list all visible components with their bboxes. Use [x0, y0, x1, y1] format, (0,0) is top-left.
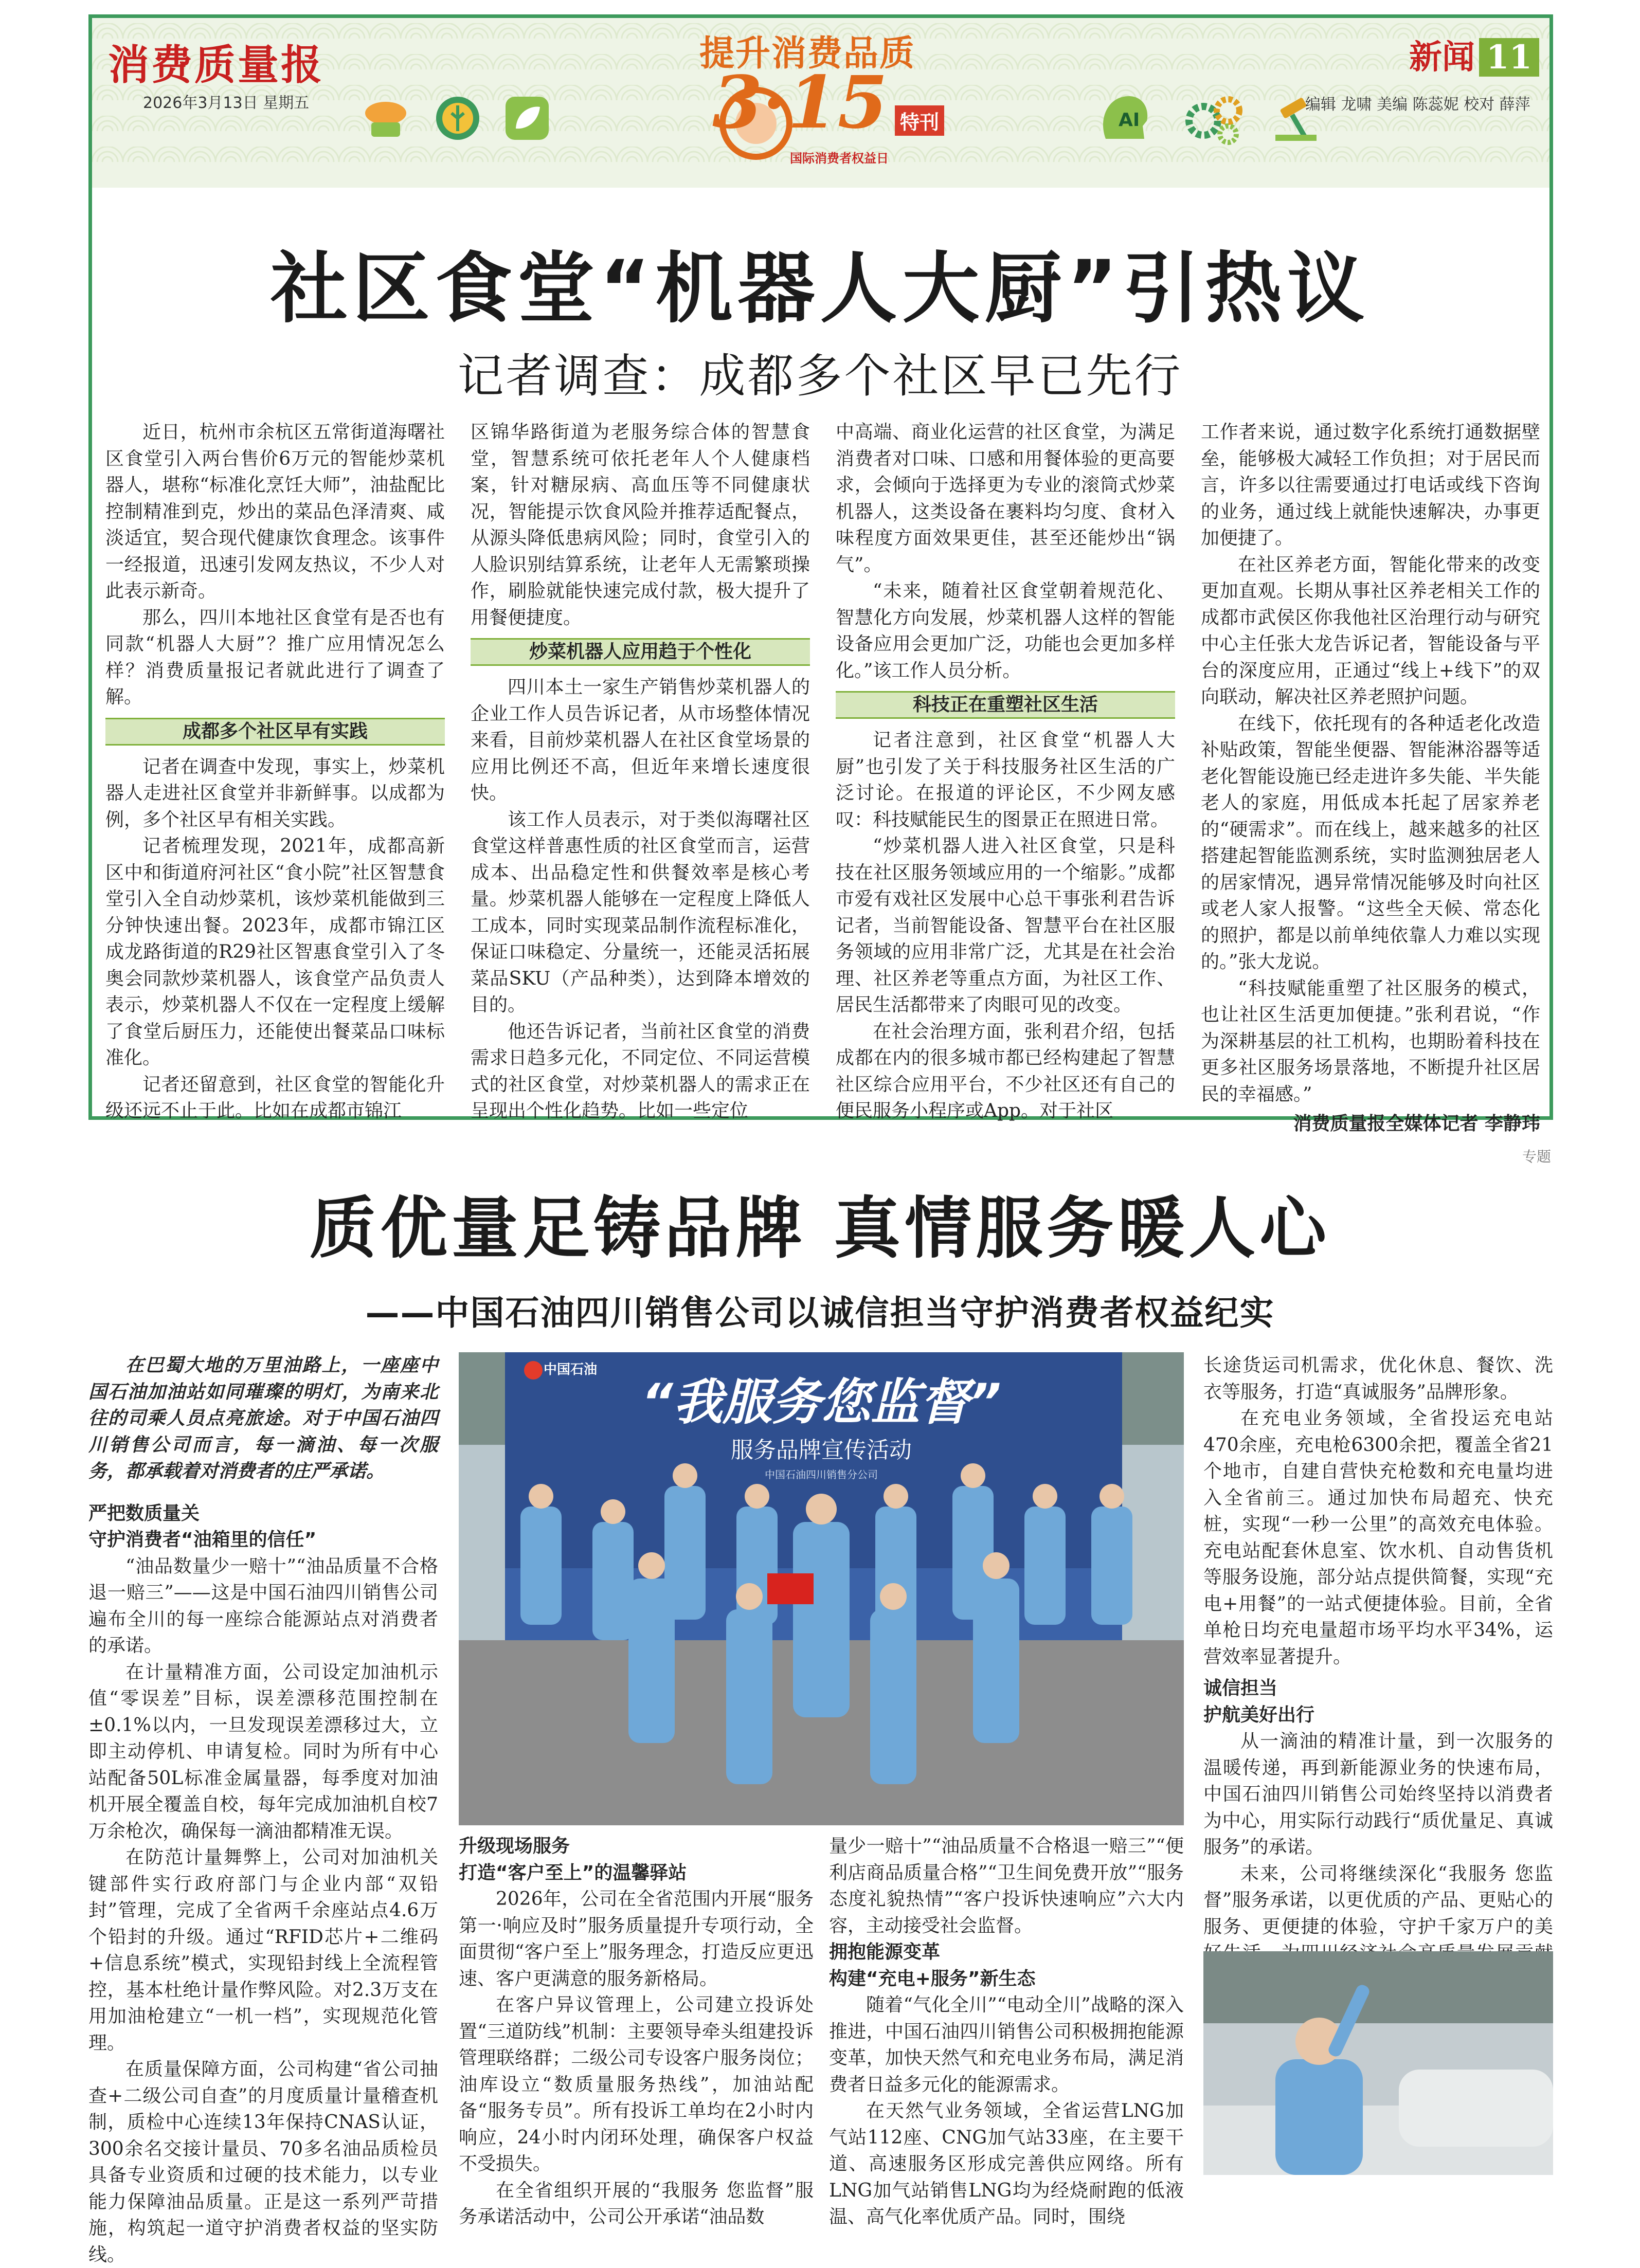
paragraph: 记者在调查中发现，事实上，炒菜机器人走进社区食堂并非新鲜事。以成都为例，多个社区早有相关实践。 [105, 756, 445, 830]
section-subhead: 拥抱能源变革 [829, 1942, 941, 1963]
grain-badge-icon [432, 93, 483, 144]
paragraph: 未来，公司将继续深化“我服务 您监督”服务承诺，以更优质的产品、更贴心的服务、更便捷的体验，守护千家万户的美 [1203, 1863, 1553, 1937]
banner-organization: 中国石油四川销售分公司 [765, 1468, 878, 1481]
theme-number: 3·15 [712, 61, 888, 145]
svg-text:AI: AI [1119, 110, 1140, 131]
paragraph: 在线下，依托现有的各种适老化改造补贴政策，智能坐便器、智能淋浴器等适老化智能设施已经走进许多失能、半失能老人的家庭，用低成本托起了居家养老的“硬需求”。而在线上，越来越多的社区搭建起智能监测系统，实时监测独居老人的居家情况，遇异常情况能够及时向社区或老人家人报警。“这些全天候、常态化的照护，都是以前单纯依靠人力难以实现的。”张大龙说。 [1201, 713, 1540, 972]
article1-column-3 [836, 419, 1175, 1124]
paragraph: 在社会治理方面，张利君介绍，包括成都在内的很多城市都已经构建起了智慧社区综合应用平台，不少社区还有自己的便民服务小程序或App。对于社区 [836, 1021, 1175, 1121]
consumer-day-label: 国际消费者权益日 [790, 151, 889, 166]
issue-date: 2026年3月13日 星期五 [143, 94, 310, 112]
paragraph: 四川本土一家生产销售炒菜机器人的企业工作人员告诉记者，从市场整体情况来看，目前炒菜机器人在社区食堂场景的应用比例还不高，但近年来增长速度很快。 [471, 677, 810, 804]
paragraph: 那么，四川本地社区食堂有是否也有同款“机器人大厨”？推广应用情况怎么样？消费质量报记者就此进行了调查了解。 [105, 607, 445, 707]
paragraph: 随着“气化全川”“电动全川”战略的深入推进，中国石油四川销售公司积极拥抱能源变革，加快天然气和充电业务布局，满足消费者日益多元化的能源需求。 [829, 1994, 1184, 2095]
paragraph: 记者梳理发现，2021年，成都高新区中和街道府河社区“食小院”社区智慧食堂引入全自动炒菜机，该炒菜机能做到三分钟快速出餐。2023年，成都市锦江区成龙路街道的R29社区智惠食堂引入了冬奥会同款炒菜机器人，该食堂产品负责人表示，炒菜机器人不仅在一定程度上缓解了食堂后厨压力，还能使出餐菜品口味标准化。 [105, 836, 445, 1068]
page-number: 11 [1479, 38, 1539, 77]
section-subhead: 打造“客户至上”的温馨驿站 [459, 1862, 687, 1883]
section-subhead: 升级现场服务 [459, 1836, 570, 1857]
banner-subtitle: 服务品牌宣传活动 [731, 1437, 912, 1463]
article2-subtitle: ——中国石油四川销售公司以诚信担当守护消费者权益纪实 [365, 1293, 1275, 1333]
paragraph: 该工作人员表示，对于类似海曙社区食堂这样普惠性质的社区食堂而言，运营成本、出品稳定性和供餐效率是核心考量。炒菜机器人能够在一定程度上降低人工成本，同时实现菜品制作流程标准化，保证口味稳定、分量统一，还能灵活拓展菜品SKU（产品种类），达到降本增效的目的。 [471, 809, 810, 1015]
article2-column-4 [1203, 1352, 1553, 1993]
banner-brand: 中国石油 [544, 1362, 598, 1377]
section-subhead: 构建“充电+服务”新生态 [829, 1968, 1036, 1989]
paragraph: 中高端、商业化运营的社区食堂，为满足消费者对口味、口感和用餐体验的更高要求，会倾向于选择更为专业的滚筒式炒菜机器人，这类设备在裹料均匀度、食材入味程度方面效果更佳，甚至还能炒出“锅气”。 [836, 422, 1175, 575]
article2-column-2 [459, 1833, 814, 2230]
article1-subtitle: 记者调查：成都多个社区早已先行 [457, 349, 1183, 403]
paragraph: 在防范计量舞弊上，公司对加油机关键部件实行政府部门与企业内部“双铅封”管理，完成了全省两千余座站点4.6万个铅封的升级。通过“RFID芯片+二维码+信息系统”模式，实现铅封线上全流程管控，基本杜绝计量作弊风险。对2.3万支在用加油枪建立“一机一档”，实现规范化管理。 [88, 1847, 438, 2054]
banner-title: “我服务您监督” [641, 1373, 1001, 1431]
paragraph: “科技赋能重塑了社区服务的模式，也让社区生活更加便捷。”张利君说，“作为深耕基层的社工机构，也期盼着科技在更多社区服务场景落地，不断提升社区居民的幸福感。” [1201, 977, 1540, 1105]
paragraph: 在质量保障方面，公司构建“省公司抽查+二级公司自查”的月度质量计量稽查机制，质检中心连续13年保持CNAS认证，300余名交接计量员、70多名油品质检员具备专业资质和过硬的技术能力，以专业能力保障油品质量。正是这一系列严苛措施，构筑起一道守护消费者权益的坚实防线。 [88, 2059, 438, 2265]
article1-column-1 [105, 419, 445, 1124]
leaf-badge-icon [501, 93, 553, 144]
paper-name: 消费质量报 [108, 41, 324, 89]
article2-title: 质优量足铸品牌 真情服务暖人心 [309, 1189, 1331, 1267]
section-subhead: 严把数质量关 [88, 1502, 200, 1524]
article1-title: 社区食堂“机器人大厨”引热议 [270, 244, 1370, 334]
feature-tag: 专题 [1522, 1148, 1552, 1165]
photo-illustration-2 [1203, 1951, 1553, 2175]
paragraph: 长途货运司机需求，优化休息、餐饮、洗衣等服务，打造“真诚服务”品牌形象。 [1203, 1355, 1553, 1403]
paragraph: 2026年，公司在全省范围内开展“服务第一·响应及时”服务质量提升专项行动，全面贯彻“客户至上”服务理念，打造反应更迅速、客户更满意的服务新格局。 [459, 1889, 814, 1989]
paragraph: 记者注意到，社区食堂“机器人大厨”也引发了关于科技服务社区生活的广泛讨论。在报道的评论区，不少网友感叹：科技赋能民生的图景正在照进日常。 [836, 730, 1175, 830]
special-badge: 特刊 [895, 105, 944, 136]
article1-column-4 [1201, 419, 1540, 1137]
paragraph: 区锦华路街道为老服务综合体的智慧食堂，智慧系统可依托老年人个人健康档案，针对糖尿病、高血压等不同健康状况，智能提示饮食风险并推荐适配餐点，从源头降低患病风险；同时，食堂引入的人脸识别结算系统，让老年人无需繁琐操作，刷脸就能快速完成付款，极大提升了用餐便捷度。 [471, 422, 810, 628]
petrochina-logo-icon [524, 1361, 543, 1380]
paragraph: 在天然气业务领域，全省运营LNG加气站112座、CNG加气站33座，在主要干道、高速服务区形成完善供应网络。所有LNG加气站销售LNG均为经烧耐跑的低液温、高气化率优质产品。同时，围绕 [829, 2100, 1184, 2227]
staff-service-photo [1203, 1951, 1553, 2175]
paragraph: 从一滴油的精准计量，到一次服务的温暖传递，再到新能源业务的快速布局，中国石油四川销售公司始终坚持以消费者为中心，用实际行动践行“质优量足、真诚服务”的承诺。 [1203, 1731, 1553, 1858]
paragraph: 在充电业务领域，全省投运充电站470余座，充电枪6300余把，覆盖全省21个地市，自建自营快充枪数和充电量均进入全省前三。通过加快布局超充、快充桩，实现“一秒一公里”的高效充电体验。充电站配套休息室、饮水机、自动售货机等服务设施，部分站点提供简餐，实现“充电+用餐”的一站式便捷体验。目前，全省单枪日均充电量超市场平均水平34%，运营效率显著提升。 [1203, 1408, 1553, 1667]
article1-column-2 [471, 419, 810, 1124]
paragraph: 在全省组织开展的“我服务 您监督”服务承诺活动中，公司公开承诺“油品数 [459, 2180, 814, 2227]
paragraph: 近日，杭州市余杭区五常街道海曙社区食堂引入两台售价6万元的智能炒菜机器人，堪称“标准化烹饪大师”，油盐配比控制精准到克，炒出的菜品色泽清爽、咸淡适宜，契合现代健康饮食理念。该事件一经报道，迅速引发网友热议，不少人对此表示新奇。 [105, 422, 445, 602]
section-subhead: 科技正在重塑社区生活 [836, 691, 1175, 719]
paragraph: “油品数量少一赔十”“油品质量不合格退一赔三”——这是中国石油四川销售公司遍布全川的每一座综合能源站点对消费者的承诺。 [88, 1555, 438, 1656]
section-subhead: 诚信担当 [1203, 1678, 1278, 1699]
section-header [1409, 31, 1539, 78]
ai-head-icon [1095, 90, 1152, 147]
paragraph: 他还告诉记者，当前社区食堂的消费需求日趋多元化，不同定位、不同运营模式的社区食堂，对炒菜机器人的需求正在呈现出个性化趋势。比如一些定位 [471, 1021, 810, 1121]
section-subhead: 守护消费者“油箱里的信任” [88, 1529, 317, 1550]
photo-illustration [459, 1352, 1184, 1825]
section-subhead: 成都多个社区早有实践 [105, 718, 445, 746]
paragraph: 工作者来说，通过数字化系统打通数据壁垒，能够极大减轻工作负担；对于居民而言，许多以往需要通过打电话或线下咨询的业务，通过线上就能快速解决，办事更加便捷了。 [1201, 422, 1540, 549]
gears-icon [1183, 90, 1245, 147]
service-event-photo [459, 1352, 1184, 1825]
article2-column-1 [88, 1352, 438, 2268]
paragraph: 在计量精准方面，公司设定加油机示值“零误差”目标，误差漂移范围控制在±0.1%以内，一旦发现误差漂移过大，立即主动停机、申请复检。同时为所有中心站配备50L标准金属量器，每季度对加油机开展全覆盖自校，每年完成加油机自校7万余枪次，确保每一滴油都精准无误。 [88, 1661, 438, 1842]
byline: 消费质量报全媒体记者 李静玮 [1293, 1113, 1540, 1134]
paragraph: 在社区养老方面，智能化带来的改变更加直观。长期从事社区养老相关工作的成都市武侯区你我他社区治理行动与研究中心主任张大龙告诉记者，智能设备与平台的深度应用，正通过“线上+线下”的双向联动，解决社区养老照护问题。 [1201, 554, 1540, 707]
paragraph: 量少一赔十”“油品质量不合格退一赔三”“便利店商品质量合格”“卫生间免费开放”“服务态度礼貌热情”“客户投诉快速响应”六大内容，主动接受社会监督。 [829, 1836, 1184, 1936]
theme-title: 提升消费品质 [699, 33, 916, 74]
cloud-food-icon [360, 93, 411, 144]
paragraph: 在客户异议管理上，公司建立投诉处置“三道防线”机制：主要领导牵头组建投诉管理联络群；二级公司专设客户服务岗位；油库设立“数质量服务热线”，加油站配备“服务专员”。所有投诉工单均在2小时内响应，24小时内闭环处理，确保客户权益不受损失。 [459, 1994, 814, 2174]
intro-paragraph: 在巴蜀大地的万里油路上，一座座中国石油加油站如同璀璨的明灯，为南来北往的司乘人员点亮旅途。对于中国石油四川销售公司而言，每一滴油、每一次服务，都承载着对消费者的庄严承诺。 [88, 1354, 438, 1482]
editor-credits: 编辑 龙啸 美编 陈蕊妮 校对 薛萍 [1305, 96, 1530, 114]
paragraph: 记者还留意到，社区食堂的智能化升级还远不止于此。比如在成都市锦江 [105, 1074, 445, 1121]
section-subhead: 炒菜机器人应用趋于个性化 [471, 638, 810, 666]
section-name: 新闻 [1409, 38, 1475, 77]
article2-column-3 [829, 1833, 1184, 2230]
paragraph: “炒菜机器人进入社区食堂，只是科技在社区服务领域应用的一个缩影。”成都市爱有戏社区发展中心总干事张利君告诉记者，当前智能设备、智慧平台在社区服务领域的应用非常广泛，尤其是在社会治理、社区养老等重点方面，为社区工作、居民生活都带来了肉眼可见的改变。 [836, 836, 1175, 1015]
section-subhead: 护航美好出行 [1203, 1704, 1315, 1726]
paragraph: “未来，随着社区食堂朝着规范化、智慧化方向发展，炒菜机器人这样的智能设备应用会更加广泛，功能也会更加多样化。”该工作人员分析。 [836, 580, 1175, 681]
